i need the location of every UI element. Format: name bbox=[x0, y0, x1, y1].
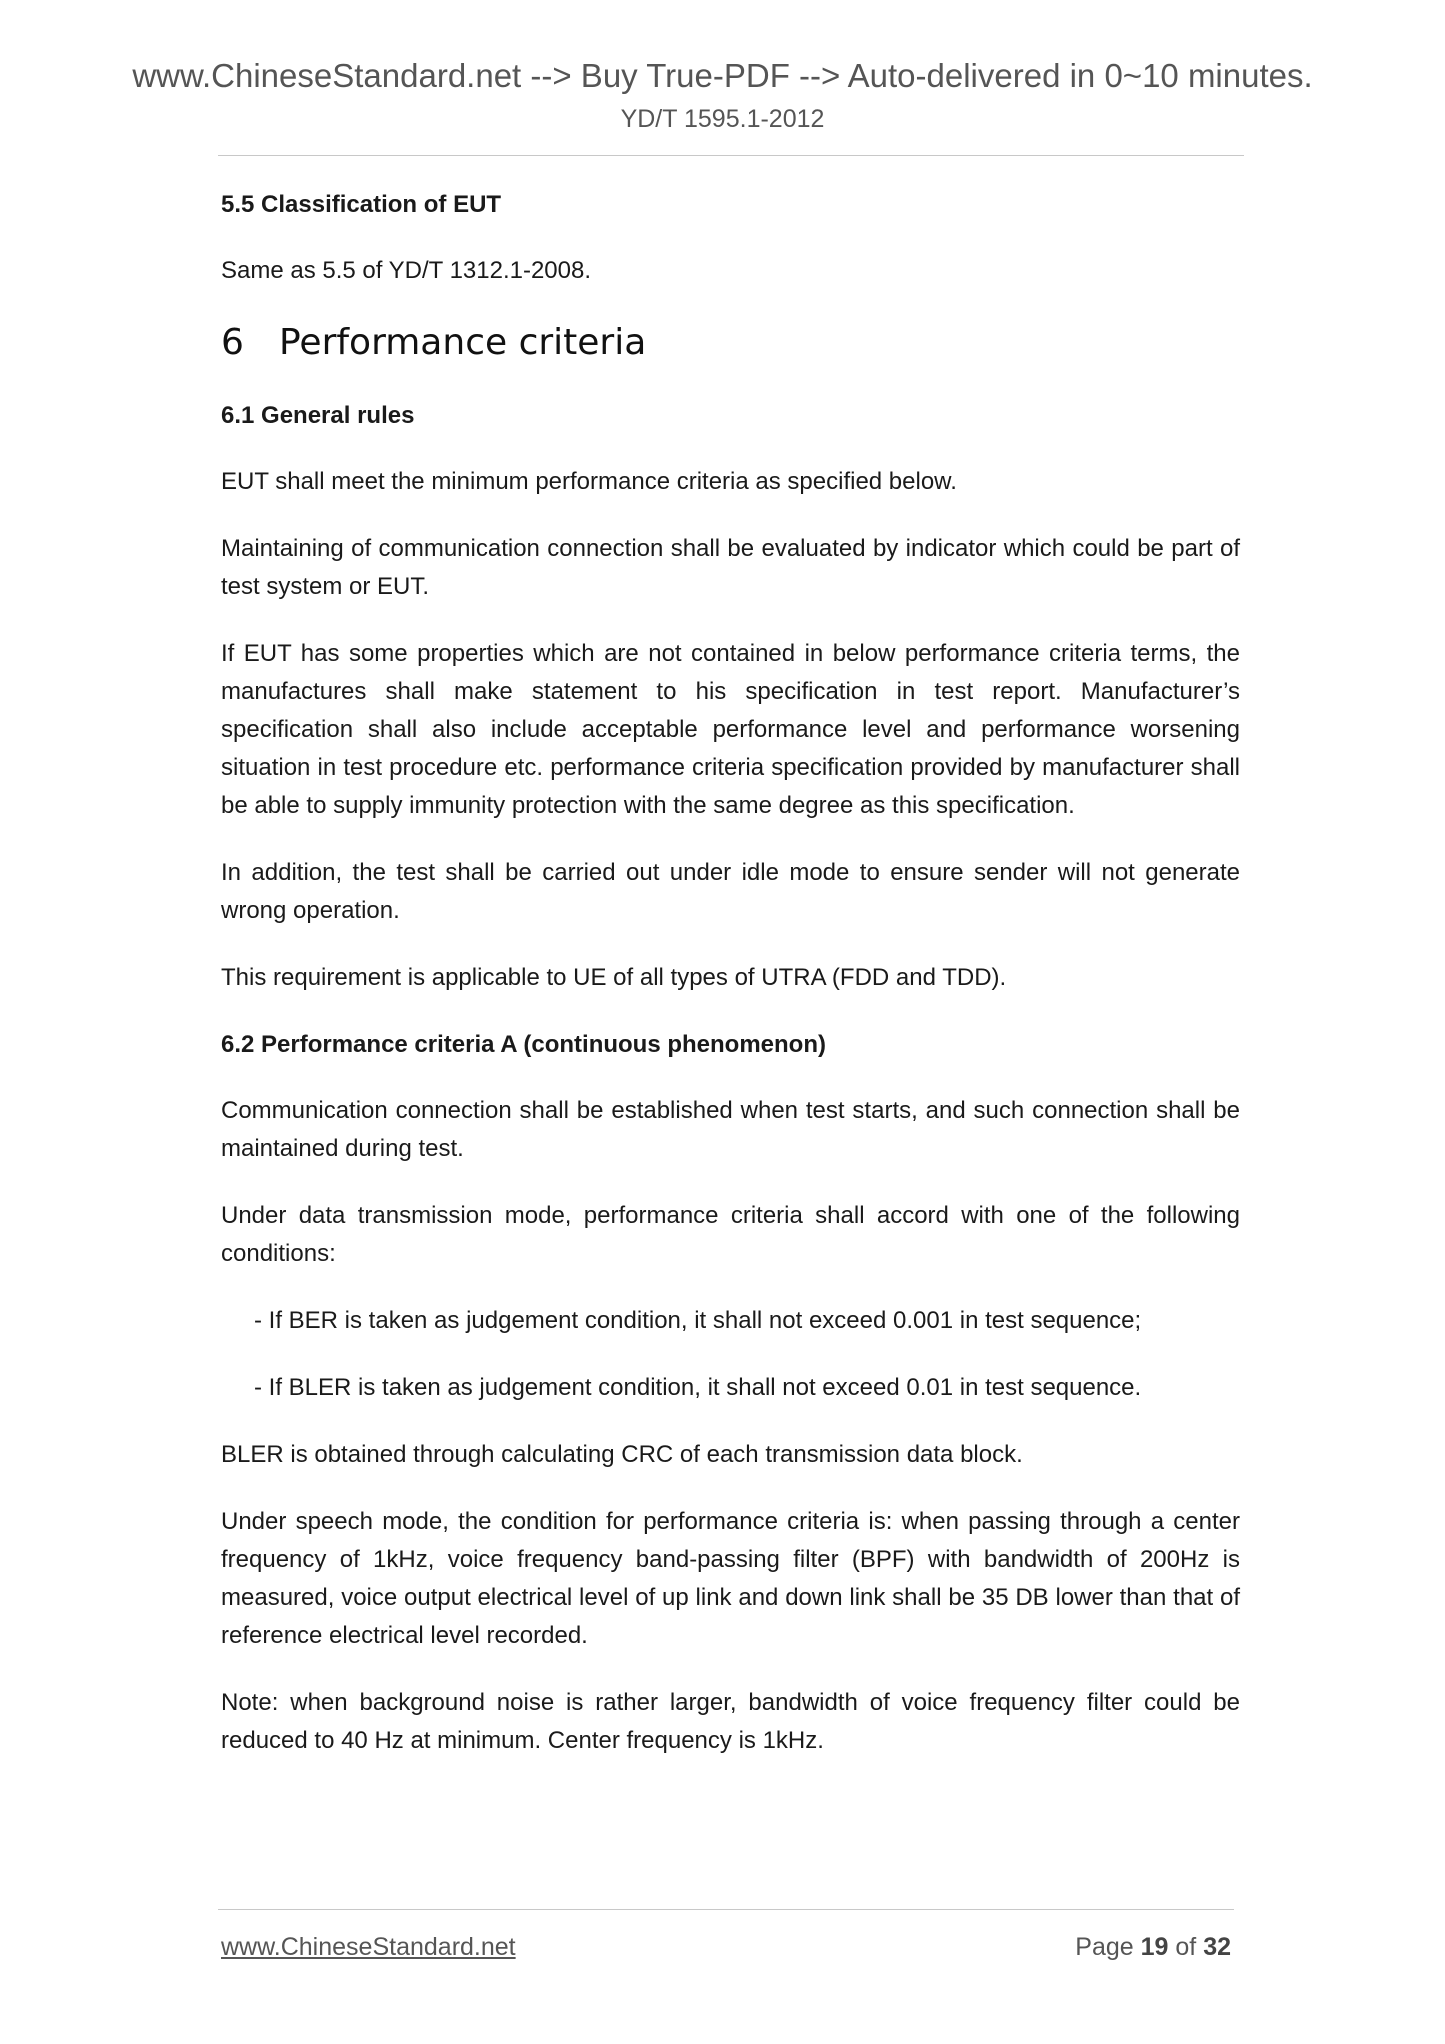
paragraph-5-5: Same as 5.5 of YD/T 1312.1-2008. bbox=[221, 257, 592, 284]
paragraph-6-1-4: In addition, the test shall be carried out under idle mode to ensure sender will not generate wrong operation. bbox=[221, 859, 1240, 924]
paragraph-6-1-1: EUT shall meet the minimum performance criteria as specified below. bbox=[221, 468, 957, 495]
page-of-label: of bbox=[1175, 1933, 1197, 1961]
paragraph-6-2-4: Under speech mode, the condition for performance criteria is: when passing through a center frequency of 1kHz, voice frequency band-passing filter (BPF) with bandwidth of 200Hz is measured, voice output electrical level of up link and down link shall be 35 DB lower than that of reference electrical level recorded. bbox=[221, 1508, 1240, 1649]
list-item-bler: - If BLER is taken as judgement condition, it shall not exceed 0.01 in test sequence. bbox=[254, 1374, 1142, 1401]
header-divider bbox=[218, 155, 1244, 156]
paragraph-6-1-2: Maintaining of communication connection shall be evaluated by indicator which could be part of test system or EUT. bbox=[221, 535, 1240, 600]
heading-6-title: Performance criteria bbox=[279, 322, 647, 363]
paragraph-6-2-note: Note: when background noise is rather larger, bandwidth of voice frequency filter could be reduced to 40 Hz at minimum. Center frequency is 1kHz. bbox=[221, 1689, 1240, 1754]
paragraph-6-2-2: Under data transmission mode, performance criteria shall accord with one of the following conditions: bbox=[221, 1202, 1240, 1267]
heading-6-1: 6.1 General rules bbox=[221, 402, 415, 429]
page-total: 32 bbox=[1203, 1933, 1231, 1961]
footer-divider bbox=[218, 1909, 1234, 1910]
paragraph-6-2-1: Communication connection shall be established when test starts, and such connection shall be maintained during test. bbox=[221, 1097, 1240, 1162]
heading-6-number: 6 bbox=[221, 322, 244, 363]
page-number bbox=[1075, 1930, 1231, 1964]
list-item-ber: - If BER is taken as judgement condition, it shall not exceed 0.001 in test sequence; bbox=[254, 1307, 1142, 1334]
page-body bbox=[221, 186, 1240, 1789]
header-banner: www.ChineseStandard.net --> Buy True-PDF --> Auto-delivered in 0~10 minutes. bbox=[132, 57, 1313, 94]
page-label: Page bbox=[1075, 1933, 1134, 1961]
heading-6-2: 6.2 Performance criteria A (continuous phenomenon) bbox=[221, 1031, 826, 1058]
heading-5-5: 5.5 Classification of EUT bbox=[221, 191, 502, 218]
paragraph-6-1-5: This requirement is applicable to UE of all types of UTRA (FDD and TDD). bbox=[221, 964, 1007, 991]
document-id: YD/T 1595.1-2012 bbox=[620, 105, 825, 133]
footer-site-link[interactable]: www.ChineseStandard.net bbox=[221, 1933, 516, 1961]
heading-6 bbox=[221, 319, 1240, 367]
page-current: 19 bbox=[1140, 1933, 1169, 1961]
paragraph-6-1-3: If EUT has some properties which are not contained in below performance criteria terms, the manufactures shall make statement to his specification in test report. Manufacturer’s specification shall also include acceptable performance level and performance worsening situation in test procedure etc. performance criteria specification provided by manufacturer shall be able to supply immunity protection with the same degree as this specification. bbox=[221, 640, 1240, 819]
paragraph-6-2-3: BLER is obtained through calculating CRC of each transmission data block. bbox=[221, 1441, 1023, 1468]
